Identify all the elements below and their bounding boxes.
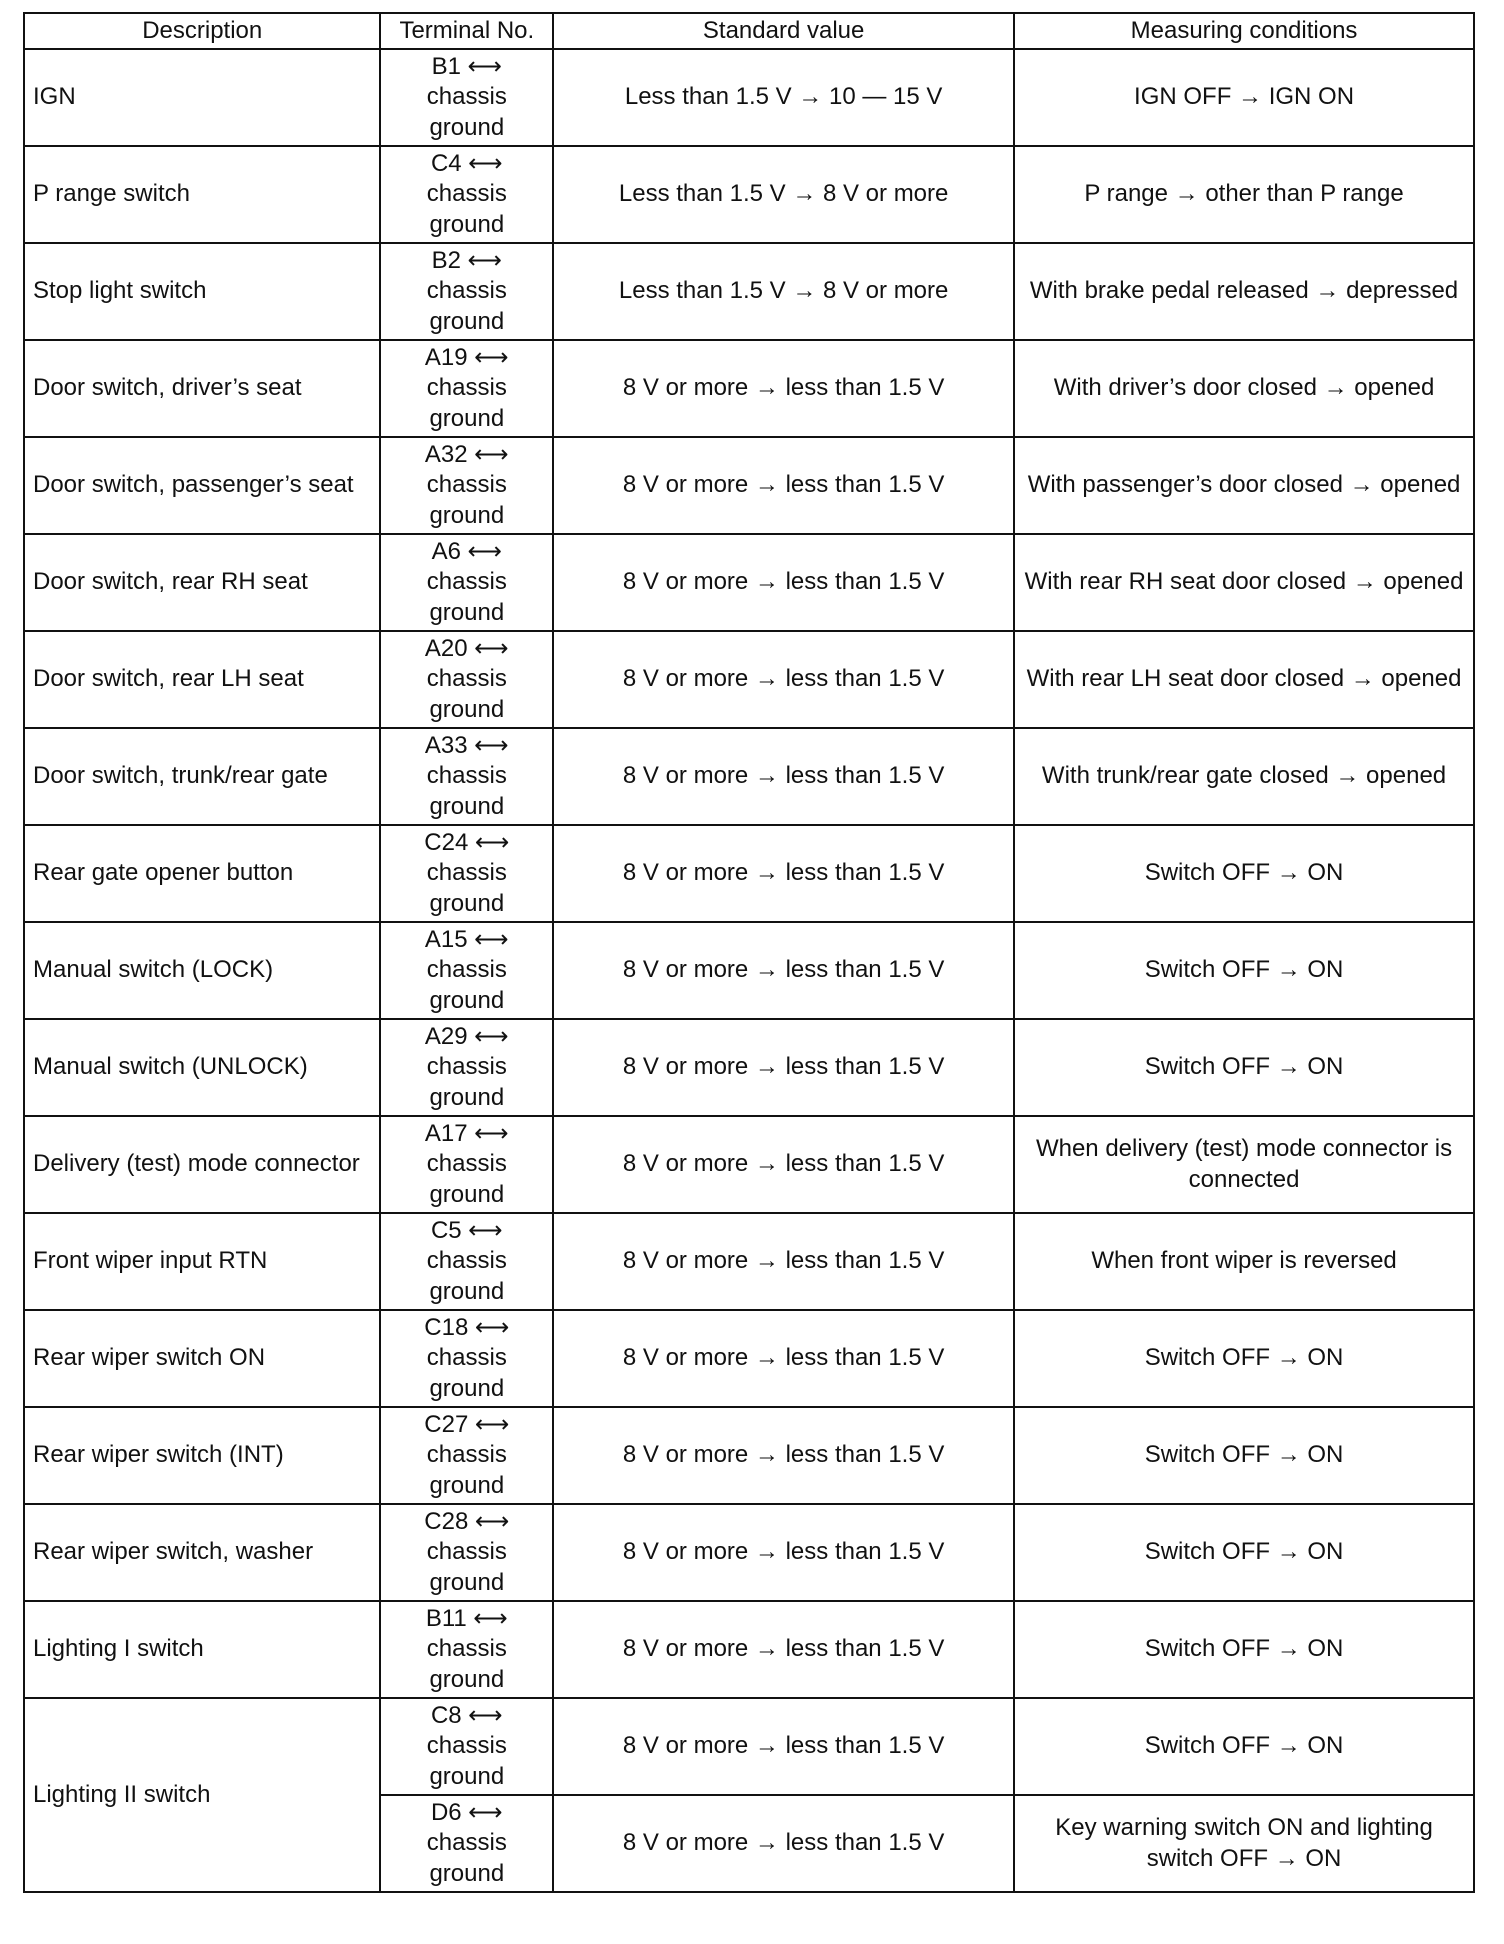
terminal-pin: B1 ⟷ [431, 52, 503, 80]
standard-value-cell: 8 V or more → less than 1.5 V [553, 1795, 1014, 1892]
terminal-pin: A32 ⟷ [424, 440, 509, 468]
standard-value-cell: 8 V or more → less than 1.5 V [553, 1698, 1014, 1795]
description-cell: Front wiper input RTN [24, 1213, 380, 1310]
measuring-conditions-cell: When front wiper is reversed [1014, 1213, 1474, 1310]
terminal-cell [380, 49, 553, 146]
description-cell: IGN [24, 49, 380, 146]
terminal-cell [380, 922, 553, 1019]
terminal-cell [380, 1019, 553, 1116]
standard-value-cell: Less than 1.5 V → 8 V or more [553, 243, 1014, 340]
table-row [24, 243, 1474, 340]
description-cell: Manual switch (UNLOCK) [24, 1019, 380, 1116]
terminal-pin: A19 ⟷ [424, 343, 509, 371]
table-row [24, 49, 1474, 146]
terminal-chassis: chassis [426, 1829, 507, 1857]
terminal-pin: A20 ⟷ [424, 634, 509, 662]
terminal-ground: ground [429, 1471, 505, 1499]
terminal-ground: ground [429, 1859, 505, 1887]
terminal-chassis: chassis [426, 83, 507, 111]
standard-value-cell: 8 V or more → less than 1.5 V [553, 534, 1014, 631]
terminal-cell [380, 728, 553, 825]
terminal-ground: ground [429, 1374, 505, 1402]
terminal-cell [380, 534, 553, 631]
terminal-ground: ground [429, 501, 505, 529]
terminal-spec-table [23, 12, 1475, 1893]
terminal-pin: C18 ⟷ [424, 1313, 510, 1341]
standard-value-cell: 8 V or more → less than 1.5 V [553, 825, 1014, 922]
description-cell: Stop light switch [24, 243, 380, 340]
description-cell: Manual switch (LOCK) [24, 922, 380, 1019]
header-measuring-conditions: Measuring conditions [1014, 13, 1474, 49]
terminal-cell [380, 1310, 553, 1407]
description-cell: Rear wiper switch, washer [24, 1504, 380, 1601]
standard-value-cell: 8 V or more → less than 1.5 V [553, 1407, 1014, 1504]
table-row [24, 340, 1474, 437]
description-cell: Rear gate opener button [24, 825, 380, 922]
standard-value-cell: 8 V or more → less than 1.5 V [553, 1601, 1014, 1698]
table-row [24, 1698, 1474, 1795]
measuring-conditions-cell: With trunk/rear gate closed → opened [1014, 728, 1474, 825]
measuring-conditions-cell: Switch OFF → ON [1014, 1504, 1474, 1601]
terminal-ground: ground [429, 1180, 505, 1208]
terminal-pin: C8 ⟷ [430, 1701, 503, 1729]
description-cell: P range switch [24, 146, 380, 243]
description-cell: Door switch, rear RH seat [24, 534, 380, 631]
terminal-ground: ground [429, 986, 505, 1014]
header-description: Description [24, 13, 380, 49]
terminal-cell [380, 146, 553, 243]
description-cell: Lighting I switch [24, 1601, 380, 1698]
terminal-chassis: chassis [426, 762, 507, 790]
table-row [24, 146, 1474, 243]
description-cell: Door switch, rear LH seat [24, 631, 380, 728]
description-cell: Rear wiper switch ON [24, 1310, 380, 1407]
terminal-pin: A6 ⟷ [431, 537, 503, 565]
terminal-chassis: chassis [426, 1247, 507, 1275]
terminal-ground: ground [429, 598, 505, 626]
terminal-chassis: chassis [426, 1538, 507, 1566]
terminal-ground: ground [429, 1568, 505, 1596]
terminal-ground: ground [429, 113, 505, 141]
terminal-ground: ground [429, 404, 505, 432]
terminal-cell [380, 340, 553, 437]
measuring-conditions-cell: With passenger’s door closed → opened [1014, 437, 1474, 534]
table-row [24, 1019, 1474, 1116]
measuring-conditions-cell: Switch OFF → ON [1014, 1601, 1474, 1698]
table-row [24, 1504, 1474, 1601]
terminal-chassis: chassis [426, 1732, 507, 1760]
standard-value-cell: 8 V or more → less than 1.5 V [553, 1310, 1014, 1407]
header-terminal: Terminal No. [380, 13, 553, 49]
terminal-ground: ground [429, 210, 505, 238]
measuring-conditions-cell: Switch OFF → ON [1014, 1310, 1474, 1407]
terminal-pin: A17 ⟷ [424, 1119, 509, 1147]
measuring-conditions-cell: Switch OFF → ON [1014, 825, 1474, 922]
table-row [24, 534, 1474, 631]
terminal-ground: ground [429, 1665, 505, 1693]
terminal-pin: B11 ⟷ [425, 1604, 508, 1632]
table-row [24, 1407, 1474, 1504]
terminal-chassis: chassis [426, 180, 507, 208]
measuring-conditions-cell: P range → other than P range [1014, 146, 1474, 243]
terminal-cell [380, 1504, 553, 1601]
table-row [24, 1213, 1474, 1310]
terminal-cell [380, 243, 553, 340]
terminal-pin: C28 ⟷ [424, 1507, 510, 1535]
standard-value-cell: Less than 1.5 V → 10 — 15 V [553, 49, 1014, 146]
description-cell: Door switch, passenger’s seat [24, 437, 380, 534]
measuring-conditions-cell: Key warning switch ON and lighting switch OFF → ON [1014, 1795, 1474, 1892]
standard-value-cell: 8 V or more → less than 1.5 V [553, 728, 1014, 825]
terminal-pin: C5 ⟷ [430, 1216, 503, 1244]
measuring-conditions-cell: Switch OFF → ON [1014, 1019, 1474, 1116]
terminal-chassis: chassis [426, 665, 507, 693]
table-row [24, 728, 1474, 825]
terminal-ground: ground [429, 1083, 505, 1111]
measuring-conditions-cell: Switch OFF → ON [1014, 1698, 1474, 1795]
standard-value-cell: 8 V or more → less than 1.5 V [553, 922, 1014, 1019]
terminal-pin: A33 ⟷ [424, 731, 509, 759]
terminal-cell [380, 1601, 553, 1698]
terminal-cell [380, 825, 553, 922]
terminal-ground: ground [429, 889, 505, 917]
measuring-conditions-cell: With driver’s door closed → opened [1014, 340, 1474, 437]
terminal-chassis: chassis [426, 1150, 507, 1178]
terminal-chassis: chassis [426, 471, 507, 499]
terminal-chassis: chassis [426, 277, 507, 305]
terminal-ground: ground [429, 307, 505, 335]
terminal-cell [380, 1213, 553, 1310]
measuring-conditions-cell: IGN OFF → IGN ON [1014, 49, 1474, 146]
terminal-chassis: chassis [426, 1053, 507, 1081]
terminal-pin: A15 ⟷ [424, 925, 509, 953]
terminal-chassis: chassis [426, 1344, 507, 1372]
table-row [24, 1310, 1474, 1407]
table-row [24, 1116, 1474, 1213]
table-row [24, 437, 1474, 534]
terminal-ground: ground [429, 1762, 505, 1790]
terminal-ground: ground [429, 695, 505, 723]
terminal-pin: D6 ⟷ [430, 1798, 503, 1826]
header-standard-value: Standard value [553, 13, 1014, 49]
terminal-chassis: chassis [426, 859, 507, 887]
terminal-pin: C24 ⟷ [424, 828, 510, 856]
measuring-conditions-cell: Switch OFF → ON [1014, 1407, 1474, 1504]
terminal-ground: ground [429, 1277, 505, 1305]
description-cell: Door switch, trunk/rear gate [24, 728, 380, 825]
terminal-cell [380, 1116, 553, 1213]
description-cell: Delivery (test) mode connector [24, 1116, 380, 1213]
terminal-chassis: chassis [426, 1635, 507, 1663]
terminal-pin: C4 ⟷ [430, 149, 503, 177]
description-cell: Rear wiper switch (INT) [24, 1407, 380, 1504]
table-row [24, 922, 1474, 1019]
terminal-chassis: chassis [426, 374, 507, 402]
standard-value-cell: 8 V or more → less than 1.5 V [553, 340, 1014, 437]
standard-value-cell: 8 V or more → less than 1.5 V [553, 1019, 1014, 1116]
measuring-conditions-cell: With brake pedal released → depressed [1014, 243, 1474, 340]
header-row [24, 13, 1474, 49]
standard-value-cell: Less than 1.5 V → 8 V or more [553, 146, 1014, 243]
terminal-pin: C27 ⟷ [424, 1410, 510, 1438]
terminal-chassis: chassis [426, 956, 507, 984]
terminal-pin: B2 ⟷ [431, 246, 503, 274]
standard-value-cell: 8 V or more → less than 1.5 V [553, 1116, 1014, 1213]
table-body [24, 49, 1474, 1892]
terminal-chassis: chassis [426, 1441, 507, 1469]
terminal-ground: ground [429, 792, 505, 820]
description-cell: Lighting II switch [24, 1698, 380, 1892]
terminal-chassis: chassis [426, 568, 507, 596]
standard-value-cell: 8 V or more → less than 1.5 V [553, 1213, 1014, 1310]
measuring-conditions-cell: With rear LH seat door closed → opened [1014, 631, 1474, 728]
table-row [24, 1601, 1474, 1698]
terminal-cell [380, 1698, 553, 1795]
terminal-cell [380, 1407, 553, 1504]
measuring-conditions-cell: When delivery (test) mode connector is connected [1014, 1116, 1474, 1213]
table-row [24, 825, 1474, 922]
standard-value-cell: 8 V or more → less than 1.5 V [553, 1504, 1014, 1601]
standard-value-cell: 8 V or more → less than 1.5 V [553, 437, 1014, 534]
table-row [24, 631, 1474, 728]
measuring-conditions-cell: With rear RH seat door closed → opened [1014, 534, 1474, 631]
terminal-cell [380, 437, 553, 534]
description-cell: Door switch, driver’s seat [24, 340, 380, 437]
terminal-cell [380, 1795, 553, 1892]
terminal-pin: A29 ⟷ [424, 1022, 509, 1050]
standard-value-cell: 8 V or more → less than 1.5 V [553, 631, 1014, 728]
measuring-conditions-cell: Switch OFF → ON [1014, 922, 1474, 1019]
terminal-cell [380, 631, 553, 728]
